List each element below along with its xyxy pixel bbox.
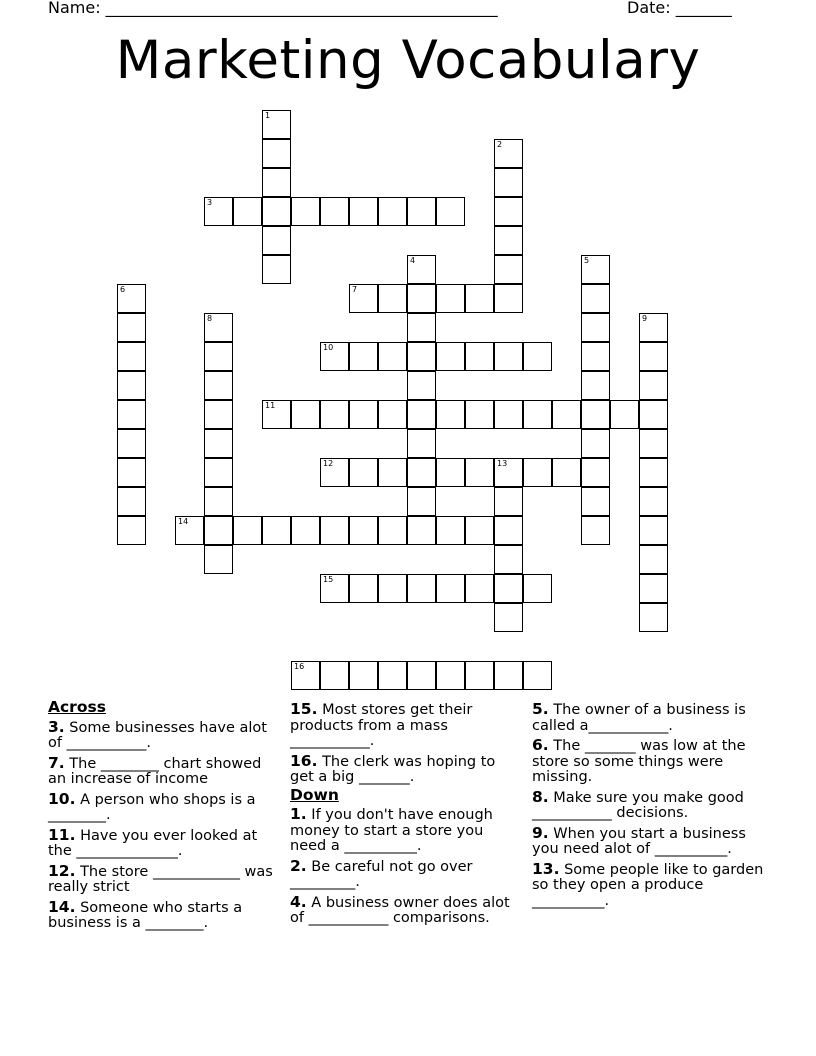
grid-cell[interactable] <box>349 197 378 226</box>
grid-cell[interactable] <box>117 371 146 400</box>
clues-column-3 <box>532 698 764 909</box>
grid-cell[interactable] <box>349 400 378 429</box>
grid-cell[interactable] <box>465 661 494 690</box>
grid-cell[interactable] <box>204 342 233 371</box>
clue-number: 10. <box>48 789 76 808</box>
grid-cell[interactable] <box>262 168 291 197</box>
grid-cell[interactable] <box>233 516 262 545</box>
clue-number: 5. <box>532 700 549 718</box>
grid-cell[interactable] <box>494 458 523 487</box>
clue <box>290 751 522 786</box>
grid-cell[interactable] <box>436 284 465 313</box>
grid-cell[interactable] <box>523 661 552 690</box>
grid-cell[interactable] <box>581 516 610 545</box>
grid-cell[interactable] <box>407 255 436 284</box>
clue-text: Most stores get their products from a mass ___________. <box>290 702 473 749</box>
grid-cell[interactable] <box>465 516 494 545</box>
grid-cell[interactable] <box>204 371 233 400</box>
grid-cell[interactable] <box>436 574 465 603</box>
clue-number: 13 <box>497 459 508 468</box>
clue <box>290 702 522 750</box>
grid-cell[interactable] <box>407 313 436 342</box>
grid-cell[interactable] <box>494 197 523 226</box>
clue <box>532 859 764 910</box>
grid-cell[interactable] <box>581 313 610 342</box>
grid-cell[interactable] <box>494 603 523 632</box>
grid-cell[interactable] <box>349 661 378 690</box>
clue-text: Have you ever looked at the ______________. <box>48 827 258 859</box>
grid-cell[interactable] <box>465 458 494 487</box>
clue-text: The clerk was hoping to get a big _______. <box>290 753 496 785</box>
clue <box>532 738 764 786</box>
down-heading: Down <box>290 785 339 804</box>
clue-text: The store ____________ was really strict <box>48 863 273 895</box>
clue-number: 2. <box>290 856 307 875</box>
grid-cell[interactable] <box>320 197 349 226</box>
grid-cell[interactable] <box>639 371 668 400</box>
grid-cell[interactable] <box>639 400 668 429</box>
clue-number: 12 <box>323 459 334 468</box>
grid-cell[interactable] <box>117 342 146 371</box>
grid-cell[interactable] <box>291 197 320 226</box>
grid-cell[interactable] <box>581 342 610 371</box>
grid-cell[interactable] <box>320 516 349 545</box>
clue-text: Make sure you make good ___________ decisions. <box>532 789 744 821</box>
clue <box>532 787 764 822</box>
down-clue-list <box>290 807 522 927</box>
clue-number: 16. <box>290 751 318 770</box>
clue-number: 7 <box>352 285 358 294</box>
grid-cell[interactable] <box>204 545 233 574</box>
grid-cell[interactable] <box>581 487 610 516</box>
grid-cell[interactable] <box>349 458 378 487</box>
clue-number: 4. <box>290 892 307 911</box>
grid-cell[interactable] <box>262 255 291 284</box>
grid-cell[interactable] <box>320 400 349 429</box>
grid-cell[interactable] <box>494 661 523 690</box>
grid-cell[interactable] <box>262 197 291 226</box>
clue-text: Someone who starts a business is a ________. <box>48 899 243 931</box>
grid-cell[interactable] <box>407 371 436 400</box>
clues-column-2 <box>290 698 522 927</box>
grid-cell[interactable] <box>349 284 378 313</box>
grid-cell[interactable] <box>465 284 494 313</box>
grid-cell[interactable] <box>465 400 494 429</box>
grid-cell[interactable] <box>639 342 668 371</box>
clue <box>48 825 280 860</box>
date-field[interactable]: Date: _______ <box>627 0 732 17</box>
grid-cell[interactable] <box>639 545 668 574</box>
clue <box>48 897 280 932</box>
grid-cell[interactable] <box>639 487 668 516</box>
clue-number: 6. <box>532 736 549 754</box>
clue <box>532 702 764 734</box>
clue-number: 14. <box>48 897 76 916</box>
grid-cell[interactable] <box>320 342 349 371</box>
grid-cell[interactable] <box>494 487 523 516</box>
grid-cell[interactable] <box>320 458 349 487</box>
grid-cell[interactable] <box>639 458 668 487</box>
name-field[interactable]: Name: _________________________________________________ <box>48 0 498 17</box>
grid-cell[interactable] <box>378 197 407 226</box>
grid-cell[interactable] <box>204 429 233 458</box>
clue <box>290 892 522 927</box>
grid-cell[interactable] <box>233 197 262 226</box>
grid-cell[interactable] <box>320 661 349 690</box>
grid-cell[interactable] <box>117 458 146 487</box>
grid-cell[interactable] <box>291 400 320 429</box>
clue-number: 9 <box>642 314 648 323</box>
grid-cell[interactable] <box>494 168 523 197</box>
grid-cell[interactable] <box>610 400 639 429</box>
across-clue-list <box>48 717 280 932</box>
clue-text: If you don't have enough money to start a store you need a __________. <box>290 807 493 854</box>
grid-cell[interactable] <box>436 342 465 371</box>
grid-cell[interactable] <box>117 284 146 313</box>
grid-cell[interactable] <box>204 458 233 487</box>
grid-cell[interactable] <box>291 661 320 690</box>
grid-cell[interactable] <box>581 400 610 429</box>
clue-text: When you start a business you need alot of __________. <box>532 825 746 857</box>
clue-number: 3. <box>48 717 65 736</box>
grid-cell[interactable] <box>117 487 146 516</box>
clue-number: 6 <box>120 285 126 294</box>
clue-text: Be careful not go over _________. <box>290 858 473 890</box>
clue-number: 4 <box>410 256 416 265</box>
grid-cell[interactable] <box>581 429 610 458</box>
clue-text: A business owner does alot of ___________ comparisons. <box>290 894 510 926</box>
grid-cell[interactable] <box>378 661 407 690</box>
clue-number: 1. <box>290 805 307 823</box>
clue <box>48 789 280 824</box>
clue-text: Some businesses have alot of ___________. <box>48 719 267 751</box>
grid-cell[interactable] <box>494 516 523 545</box>
grid-cell[interactable] <box>349 574 378 603</box>
grid-cell[interactable] <box>436 400 465 429</box>
grid-cell[interactable] <box>117 429 146 458</box>
grid-cell[interactable] <box>523 574 552 603</box>
grid-cell[interactable] <box>262 516 291 545</box>
clue <box>290 856 522 891</box>
across-heading: Across <box>48 698 106 716</box>
grid-cell[interactable] <box>117 516 146 545</box>
grid-cell[interactable] <box>262 226 291 255</box>
grid-cell[interactable] <box>349 516 378 545</box>
grid-cell[interactable] <box>378 342 407 371</box>
grid-cell[interactable] <box>407 342 436 371</box>
clue-number: 2 <box>497 140 503 149</box>
grid-cell[interactable] <box>494 255 523 284</box>
clue <box>290 807 522 855</box>
clue-text: A person who shops is a ________. <box>48 791 256 823</box>
grid-cell[interactable] <box>117 400 146 429</box>
grid-cell[interactable] <box>639 429 668 458</box>
grid-cell[interactable] <box>204 197 233 226</box>
grid-cell[interactable] <box>204 313 233 342</box>
clue-number: 3 <box>207 198 213 207</box>
grid-cell[interactable] <box>407 516 436 545</box>
grid-cell[interactable] <box>436 197 465 226</box>
clue-text: Some people like to garden so they open a produce __________. <box>532 861 764 909</box>
grid-cell[interactable] <box>465 574 494 603</box>
grid-cell[interactable] <box>407 661 436 690</box>
grid-cell[interactable] <box>494 400 523 429</box>
grid-cell[interactable] <box>378 574 407 603</box>
clue-number: 7. <box>48 753 65 772</box>
grid-cell[interactable] <box>407 574 436 603</box>
page-title: Marketing Vocabulary <box>115 30 701 91</box>
grid-cell[interactable] <box>436 661 465 690</box>
grid-cell[interactable] <box>378 516 407 545</box>
grid-cell[interactable] <box>436 516 465 545</box>
clue-number: 12. <box>48 861 76 880</box>
grid-cell[interactable] <box>204 516 233 545</box>
clue-text: The _______ was low at the store so some things were missing. <box>532 738 746 785</box>
clue-number: 5 <box>584 256 590 265</box>
clue-text: The ________ chart showed an increase of income <box>48 755 262 787</box>
grid-cell[interactable] <box>378 284 407 313</box>
grid-cell[interactable] <box>494 342 523 371</box>
grid-cell[interactable] <box>639 603 668 632</box>
grid-cell[interactable] <box>639 516 668 545</box>
grid-cell[interactable] <box>262 139 291 168</box>
clue-number: 16 <box>294 662 305 671</box>
grid-cell[interactable] <box>436 458 465 487</box>
grid-cell[interactable] <box>407 197 436 226</box>
grid-cell[interactable] <box>465 342 494 371</box>
grid-cell[interactable] <box>262 400 291 429</box>
clue-number: 8 <box>207 314 213 323</box>
across-clue-list-continued <box>290 702 522 786</box>
grid-cell[interactable] <box>494 226 523 255</box>
grid-cell[interactable] <box>552 458 581 487</box>
grid-cell[interactable] <box>639 574 668 603</box>
clue-number: 11. <box>48 825 76 844</box>
grid-cell[interactable] <box>349 342 378 371</box>
grid-cell[interactable] <box>407 400 436 429</box>
grid-cell[interactable] <box>494 545 523 574</box>
clue <box>532 823 764 858</box>
clue-number: 11 <box>265 401 276 410</box>
grid-cell[interactable] <box>581 458 610 487</box>
clue-number: 15. <box>290 700 318 718</box>
grid-cell[interactable] <box>204 400 233 429</box>
grid-cell[interactable] <box>494 574 523 603</box>
clue-number: 1 <box>265 111 271 120</box>
grid-cell[interactable] <box>378 400 407 429</box>
clue-number: 10 <box>323 343 334 352</box>
grid-cell[interactable] <box>494 284 523 313</box>
clues-column-1 <box>48 698 280 932</box>
grid-cell[interactable] <box>175 516 204 545</box>
grid-cell[interactable] <box>407 429 436 458</box>
clue-number: 9. <box>532 823 549 842</box>
grid-cell[interactable] <box>523 400 552 429</box>
grid-cell[interactable] <box>581 284 610 313</box>
grid-cell[interactable] <box>581 371 610 400</box>
grid-cell[interactable] <box>291 516 320 545</box>
clue-text: The owner of a business is called a___________. <box>532 702 746 734</box>
grid-cell[interactable] <box>523 342 552 371</box>
clue-number: 15 <box>323 575 334 584</box>
grid-cell[interactable] <box>407 487 436 516</box>
grid-cell[interactable] <box>407 284 436 313</box>
grid-cell[interactable] <box>639 313 668 342</box>
grid-cell[interactable] <box>117 313 146 342</box>
clue <box>48 861 280 896</box>
clue-number: 14 <box>178 517 189 526</box>
grid-cell[interactable] <box>581 255 610 284</box>
grid-cell[interactable] <box>320 574 349 603</box>
grid-cell[interactable] <box>494 139 523 168</box>
grid-cell[interactable] <box>407 458 436 487</box>
grid-cell[interactable] <box>552 400 581 429</box>
grid-cell[interactable] <box>378 458 407 487</box>
clue <box>48 717 280 752</box>
grid-cell[interactable] <box>262 110 291 139</box>
down-clue-list-continued <box>532 702 764 909</box>
grid-cell[interactable] <box>204 487 233 516</box>
clue <box>48 753 280 788</box>
grid-cell[interactable] <box>523 458 552 487</box>
clue-number: 13. <box>532 859 560 878</box>
clue-number: 8. <box>532 787 549 806</box>
